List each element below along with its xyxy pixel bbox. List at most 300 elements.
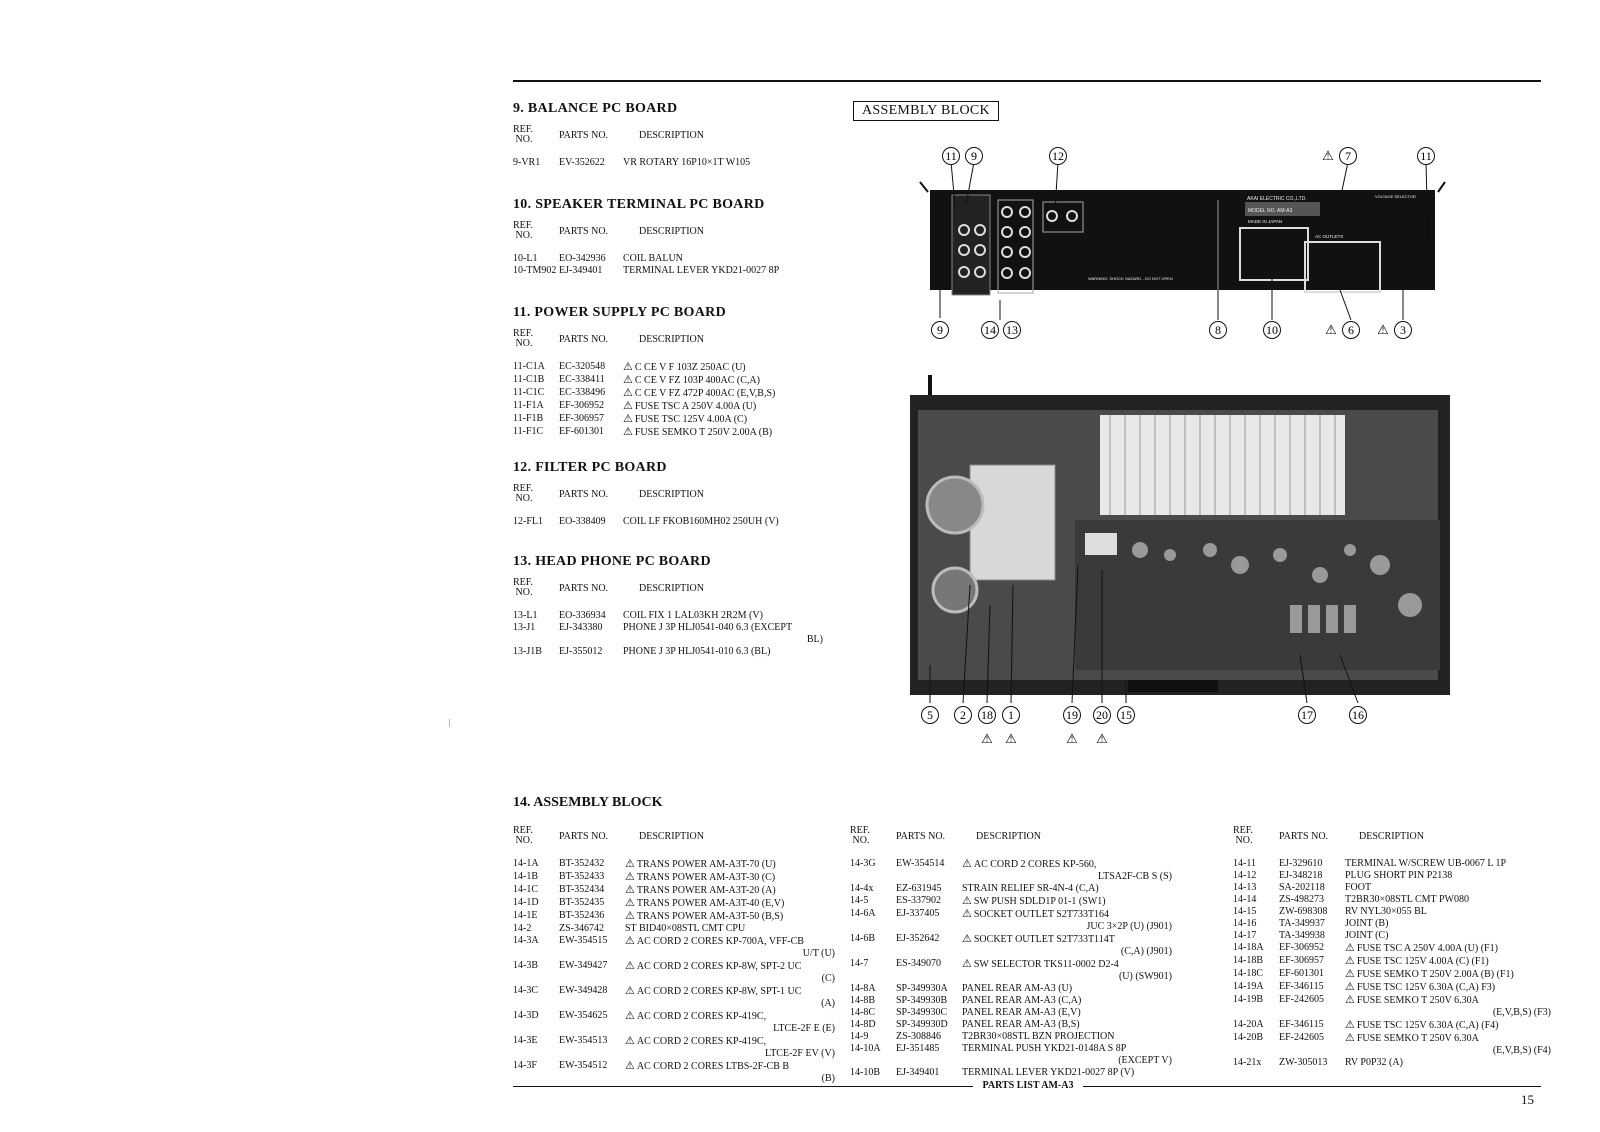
parts-no-cell: EZ-631945 [896, 883, 942, 894]
description-text: AC CORD 2 CORES KP-419C, [636, 1036, 767, 1047]
warning-triangle-icon: ⚠ [623, 387, 633, 399]
ref-cell: 11-C1C [513, 387, 545, 398]
parts-no-cell: EJ-343380 [559, 622, 603, 633]
warning-triangle-icon: ⚠ [1345, 981, 1355, 993]
description-cell [1345, 955, 1551, 968]
table-row [1233, 894, 1551, 906]
section-title: 9. BALANCE PC BOARD [513, 101, 678, 116]
description-text: C CE V FZ 103P 400AC (C,A) [634, 375, 760, 386]
table-row [513, 960, 835, 985]
top-rule [513, 80, 1541, 82]
table-row [513, 387, 823, 400]
parts-no-cell: EO-342936 [559, 253, 606, 264]
parts-no-cell: EF-601301 [1279, 968, 1324, 979]
warning-triangle-icon: ⚠ [623, 361, 633, 373]
description-header: DESCRIPTION [639, 225, 705, 237]
table-row [1233, 1032, 1551, 1057]
description-text: FUSE TSC 125V 6.30A (C,A) (F4) [1356, 1020, 1499, 1031]
description-cell [1345, 906, 1551, 918]
parts-list [513, 858, 835, 1085]
page-number: 15 [1521, 1092, 1534, 1107]
callout-label: 9 [937, 323, 943, 337]
ref-cell: 13-J1 [513, 622, 536, 633]
description-continuation: U/T (U) [802, 948, 835, 959]
ref-cell: 14-3E [513, 1035, 538, 1046]
description-continuation: (EXCEPT V) [1118, 1055, 1172, 1066]
table-row [850, 1031, 1172, 1043]
parts-list [850, 858, 1172, 1079]
description-text: AC CORD 2 CORES KP-419C, [636, 1011, 767, 1022]
parts-no-cell: EF-601301 [559, 426, 604, 437]
section-9 [513, 101, 823, 169]
section-14-title: 14. ASSEMBLY BLOCK [513, 795, 663, 810]
ref-cell: 14-21x [1233, 1057, 1262, 1068]
description-header: DESCRIPTION [639, 582, 705, 594]
ref-cell: 14-10A [850, 1043, 881, 1054]
ref-header: REF. NO. [850, 825, 871, 846]
parts-no-cell: SA-202118 [1279, 882, 1325, 893]
parts-no-cell: EJ-351485 [896, 1043, 940, 1054]
warning-triangle-icon: ⚠ [1345, 1019, 1355, 1031]
warning-triangle-icon: ⚠ [1345, 955, 1355, 967]
warning-triangle-icon: ⚠ [625, 935, 635, 947]
terminal-block [952, 195, 990, 295]
table-row [513, 374, 823, 387]
description-cell [962, 983, 1172, 995]
table-row [513, 516, 823, 528]
ref-cell: 13-L1 [513, 610, 538, 621]
parts-no-cell: ZW-698308 [1279, 906, 1328, 917]
description-cell [623, 374, 823, 387]
ref-cell: 14-14 [1233, 894, 1257, 905]
column-headers [513, 826, 835, 846]
description-text: TRANS POWER AM-A3T-20 (A) [636, 885, 776, 896]
table-row [513, 985, 835, 1010]
ref-cell: 14-12 [1233, 870, 1257, 881]
footer-rule-left [513, 1086, 973, 1087]
ref-cell: 11-C1A [513, 361, 545, 372]
ref-header: REF. NO. [513, 577, 534, 598]
warning-triangle-icon: ⚠ [625, 1060, 635, 1072]
description-cell [962, 1031, 1172, 1043]
description-cell [623, 426, 823, 439]
description-cell [625, 1010, 835, 1035]
description-cell [962, 908, 1172, 933]
description-text: FUSE SEMKO T 250V 2.00A (B) [634, 427, 773, 438]
callout-label: 2 [960, 708, 966, 722]
description-cell [623, 622, 823, 646]
parts-no-header: PARTS NO. [559, 225, 609, 237]
callout-1 [1003, 707, 1020, 724]
section-title: 12. FILTER PC BOARD [513, 460, 667, 475]
ref-cell: 14-3F [513, 1060, 537, 1071]
warning-triangle-icon: ⚠ [1345, 968, 1355, 980]
callout-label: 9 [971, 149, 977, 163]
ref-cell: 14-1C [513, 884, 538, 895]
warning-triangle-icon: ⚠ [625, 897, 635, 909]
ref-header: REF. NO. [513, 220, 534, 241]
table-row [513, 157, 823, 169]
table-row [1233, 942, 1551, 955]
description-cell [625, 858, 835, 871]
footer [513, 1080, 1541, 1092]
warning-triangle-icon: ⚠ [623, 374, 633, 386]
description-text: FUSE TSC 125V 4.00A (C) [634, 414, 748, 425]
ref-cell: 13-J1B [513, 646, 542, 657]
parts-no-cell: EW-349428 [559, 985, 608, 996]
parts-no-cell: EJ-349401 [559, 265, 603, 276]
description-cell [623, 646, 823, 658]
description-text: SOCKET OUTLET S2T733T114T [973, 934, 1115, 945]
description-continuation: (C) [821, 973, 835, 984]
description-text: VR ROTARY 16P10×1T W105 [623, 157, 751, 168]
footer-title: PARTS LIST AM-A3 [973, 1080, 1083, 1091]
callout-15 [1118, 707, 1135, 724]
description-cell [625, 985, 835, 1010]
description-text: STRAIN RELIEF SR-4N-4 (C,A) [962, 883, 1099, 894]
warning-triangle-icon: ⚠ [1345, 1032, 1355, 1044]
callout-9-bottom [932, 322, 949, 339]
callout-label: 10 [1266, 323, 1278, 337]
parts-no-header: PARTS NO. [896, 830, 946, 842]
warning-triangle-icon: ⚠ [1096, 731, 1108, 746]
callout-label: 6 [1348, 323, 1354, 337]
description-text: RV NYL30×055 BL [1345, 906, 1427, 917]
callout-2 [955, 707, 972, 724]
table-row [850, 895, 1172, 908]
ref-cell: 14-17 [1233, 930, 1257, 941]
ref-cell: 14-4x [850, 883, 874, 894]
description-cell [962, 1043, 1172, 1067]
column-headers [513, 329, 823, 349]
parts-list [513, 253, 823, 277]
description-text: TRANS POWER AM-A3T-40 (E,V) [636, 898, 785, 909]
column-headers [1233, 826, 1551, 846]
warning-triangle-icon: ⚠ [1322, 148, 1334, 163]
ref-cell: 14-1E [513, 910, 538, 921]
table-row [1233, 906, 1551, 918]
table-row [513, 1010, 835, 1035]
table-row [850, 1019, 1172, 1031]
description-continuation: (B) [821, 1073, 835, 1084]
table-row [850, 995, 1172, 1007]
description-text: PANEL REAR AM-A3 (B,S) [962, 1019, 1080, 1030]
description-cell [625, 897, 835, 910]
ref-cell: 14-6A [850, 908, 876, 919]
description-header: DESCRIPTION [1359, 830, 1425, 842]
callout-6 [1325, 322, 1359, 339]
description-text: PHONE J 3P HLJ0541-010 6.3 (BL) [623, 646, 771, 657]
voltage-text: VOLTAGE SELECTOR [1375, 194, 1416, 199]
callout-label: 12 [1052, 149, 1064, 163]
warning-text: WARNING: SHOCK HAZARD - DO NOT OPEN [1088, 276, 1173, 281]
description-text: ST BID40×08STL CMT CPU [625, 923, 746, 934]
description-cell [623, 610, 823, 622]
callout-8 [1210, 322, 1227, 339]
parts-no-header: PARTS NO. [559, 333, 609, 345]
ref-cell: 14-15 [1233, 906, 1257, 917]
parts-no-cell: EW-354625 [559, 1010, 608, 1021]
callout-11-right [1418, 148, 1435, 165]
power-transformer [970, 465, 1055, 580]
description-cell [962, 933, 1172, 958]
callout-13 [1004, 322, 1021, 339]
ref-header: REF. NO. [513, 328, 534, 349]
parts-no-cell: BT-352433 [559, 871, 605, 882]
ref-cell: 14-8D [850, 1019, 876, 1030]
parts-no-cell: ES-337902 [896, 895, 941, 906]
table-row [1233, 968, 1551, 981]
ref-cell: 14-1D [513, 897, 539, 908]
ref-cell: 14-13 [1233, 882, 1257, 893]
parts-no-cell: EV-352622 [559, 157, 605, 168]
description-cell [962, 995, 1172, 1007]
assembly-block-label: ASSEMBLY BLOCK [853, 101, 999, 121]
parts-no-cell: EJ-337405 [896, 908, 940, 919]
parts-no-cell: ES-349070 [896, 958, 941, 969]
description-text: TRANS POWER AM-A3T-50 (B,S) [636, 911, 784, 922]
table-row [513, 426, 823, 439]
description-cell [962, 883, 1172, 895]
table-row [850, 983, 1172, 995]
description-cell [1345, 942, 1551, 955]
table-row [850, 1007, 1172, 1019]
table-row [1233, 1019, 1551, 1032]
main-pcb [1075, 520, 1440, 670]
description-text: AC CORD 2 CORES KP-8W, SPT-2 UC [636, 961, 802, 972]
description-header: DESCRIPTION [639, 129, 705, 141]
parts-list [513, 157, 823, 169]
description-text: TERMINAL LEVER YKD21-0027 8P [623, 265, 780, 276]
parts-no-cell: EO-336934 [559, 610, 606, 621]
warning-triangle-icon: ⚠ [623, 400, 633, 412]
section-12 [513, 460, 823, 528]
parts-no-cell: BT-352432 [559, 858, 605, 869]
warning-triangle-icon: ⚠ [623, 413, 633, 425]
warning-triangle-icon: ⚠ [625, 910, 635, 922]
description-continuation: (U) (SW901) [1118, 971, 1172, 982]
parts-no-cell: EC-338496 [559, 387, 606, 398]
description-text: T2BR30×08STL BZN PROJECTION [962, 1031, 1115, 1042]
parts-no-header: PARTS NO. [559, 129, 609, 141]
description-cell [625, 923, 835, 935]
table-row [1233, 994, 1551, 1019]
description-cell [1345, 1057, 1551, 1069]
description-continuation: (C,A) (J901) [1120, 946, 1172, 957]
parts-no-cell: SP-349930C [896, 1007, 948, 1018]
callout-9-top [966, 148, 983, 165]
ref-cell: 14-3D [513, 1010, 539, 1021]
description-continuation: (E,V,B,S) (F3) [1492, 1007, 1551, 1018]
parts-no-cell: EF-242605 [1279, 1032, 1324, 1043]
warning-triangle-icon: ⚠ [962, 858, 972, 870]
warning-triangle-icon: ⚠ [962, 958, 972, 970]
warning-triangle-icon: ⚠ [962, 908, 972, 920]
description-text: PANEL REAR AM-A3 (U) [962, 983, 1073, 994]
parts-no-cell: TA-349937 [1279, 918, 1325, 929]
parts-no-cell: EC-320548 [559, 361, 606, 372]
ref-cell: 14-19B [1233, 994, 1263, 1005]
description-text: C CE V F 103Z 250AC (U) [634, 362, 746, 373]
table-row [513, 265, 823, 277]
section-title: 13. HEAD PHONE PC BOARD [513, 554, 711, 569]
callout-label: 16 [1352, 708, 1364, 722]
parts-no-cell: EJ-352642 [896, 933, 940, 944]
callout-label: 18 [981, 708, 993, 722]
description-text: JOINT (C) [1345, 930, 1389, 941]
description-header: DESCRIPTION [639, 830, 705, 842]
ref-header: REF. NO. [1233, 825, 1254, 846]
callout-16 [1350, 707, 1367, 724]
ref-cell: 14-6B [850, 933, 875, 944]
parts-no-cell: EJ-329610 [1279, 858, 1323, 869]
parts-no-cell: EJ-355012 [559, 646, 603, 657]
parts-list [513, 610, 823, 658]
description-text: SW PUSH SDLD1P 01-1 (SW1) [973, 896, 1106, 907]
description-text: FUSE TSC 125V 4.00A (C) (F1) [1356, 956, 1489, 967]
description-text: TERMINAL LEVER YKD21-0027 8P (V) [962, 1067, 1135, 1078]
table-row [513, 413, 823, 426]
description-text: AC CORD 2 CORES LTBS-2F-CB B [636, 1061, 790, 1072]
rear-panel-body [930, 190, 1435, 290]
ref-cell: 14-9 [850, 1031, 869, 1042]
description-cell [962, 858, 1172, 883]
rear-panel-figure [910, 140, 1470, 350]
callout-17 [1299, 707, 1316, 724]
rear-panel-drawing [910, 140, 1470, 350]
ref-cell: 14-18C [1233, 968, 1263, 979]
description-cell [1345, 918, 1551, 930]
description-text: FUSE SEMKO T 250V 6.30A [1356, 1033, 1479, 1044]
description-text: PLUG SHORT PIN P2138 [1345, 870, 1453, 881]
table-row [1233, 882, 1551, 894]
warning-triangle-icon: ⚠ [625, 884, 635, 896]
callout-label: 8 [1215, 323, 1221, 337]
ref-header: REF. NO. [513, 124, 534, 145]
description-continuation: BL) [806, 634, 823, 645]
table-row [850, 958, 1172, 983]
callout-label: 15 [1120, 708, 1132, 722]
ref-cell: 14-2 [513, 923, 532, 934]
description-text: C CE V FZ 472P 400AC (E,V,B,S) [634, 388, 776, 399]
table-row [513, 361, 823, 374]
ref-cell: 11-C1B [513, 374, 545, 385]
callout-7 [1322, 148, 1356, 165]
description-cell [623, 157, 823, 169]
parts-no-cell: EF-306952 [559, 400, 604, 411]
ref-cell: 11-F1A [513, 400, 544, 411]
description-text: COIL LF FKOB160MH02 250UH (V) [623, 516, 779, 527]
description-cell [962, 1019, 1172, 1031]
description-cell [623, 361, 823, 374]
table-row [513, 935, 835, 960]
callout-14 [982, 322, 999, 339]
description-cell [625, 884, 835, 897]
ref-cell: 11-F1C [513, 426, 544, 437]
description-cell [962, 1007, 1172, 1019]
table-row [513, 622, 823, 646]
description-continuation: LTCE-2F E (E) [773, 1023, 835, 1034]
callout-label: 13 [1006, 323, 1018, 337]
description-text: AC CORD 2 CORES KP-8W, SPT-1 UC [636, 986, 802, 997]
ref-cell: 14-20A [1233, 1019, 1264, 1030]
description-cell [1345, 968, 1551, 981]
description-text: AC CORD 2 CORES KP-560, [973, 859, 1097, 870]
description-cell [962, 1067, 1172, 1079]
description-header: DESCRIPTION [639, 333, 705, 345]
description-header: DESCRIPTION [976, 830, 1042, 842]
callout-label: 11 [1420, 149, 1432, 163]
table-row [513, 400, 823, 413]
internal-view-drawing [910, 375, 1470, 775]
description-cell [623, 413, 823, 426]
table-row [513, 871, 835, 884]
callout-11-left [943, 148, 960, 165]
warning-triangle-icon: ⚠ [962, 895, 972, 907]
column-headers [850, 826, 1172, 846]
parts-list [513, 361, 823, 439]
callout-19 [1064, 707, 1081, 724]
parts-no-cell: EO-338409 [559, 516, 606, 527]
parts-no-cell: EF-242605 [1279, 994, 1324, 1005]
table-row [1233, 870, 1551, 882]
ref-cell: 14-1B [513, 871, 538, 882]
table-row [513, 610, 823, 622]
description-header: DESCRIPTION [639, 488, 705, 500]
parts-no-cell: EJ-348218 [1279, 870, 1323, 881]
table-row [1233, 858, 1551, 870]
description-cell [625, 960, 835, 985]
description-cell [625, 935, 835, 960]
table-row [1233, 1057, 1551, 1069]
table-row [513, 646, 823, 658]
parts-no-cell: SP-349930D [896, 1019, 948, 1030]
parts-no-cell: TA-349938 [1279, 930, 1325, 941]
description-cell [1345, 882, 1551, 894]
table-row [513, 910, 835, 923]
description-cell [1345, 1032, 1551, 1057]
description-text: FUSE TSC A 250V 4.00A (U) [634, 401, 757, 412]
description-text: FUSE TSC 125V 6.30A (C,A) F3) [1356, 982, 1496, 993]
description-cell [1345, 870, 1551, 882]
parts-no-header: PARTS NO. [559, 488, 609, 500]
ac-outlets-text: AC OUTLETS [1315, 234, 1344, 239]
table-row [513, 1035, 835, 1060]
table-row [850, 1067, 1172, 1079]
ref-cell: 14-18B [1233, 955, 1263, 966]
column-headers [513, 578, 823, 598]
ref-cell: 11-F1B [513, 413, 544, 424]
warning-triangle-icon: ⚠ [625, 960, 635, 972]
warning-triangle-icon: ⚠ [625, 1035, 635, 1047]
description-continuation: LTCE-2F EV (V) [765, 1048, 835, 1059]
section-title: 11. POWER SUPPLY PC BOARD [513, 305, 726, 320]
model-text: MODEL NO. AM-A3 [1248, 208, 1293, 214]
section-10 [513, 197, 823, 277]
table-row [850, 908, 1172, 933]
parts-no-header: PARTS NO. [559, 582, 609, 594]
callout-label: 17 [1301, 708, 1313, 722]
table-row [850, 858, 1172, 883]
parts-no-cell: ZS-498273 [1279, 894, 1324, 905]
description-cell [625, 1035, 835, 1060]
origin-text: MADE IN JAPAN [1248, 219, 1283, 224]
description-cell [625, 871, 835, 884]
ref-cell: 14-11 [1233, 858, 1256, 869]
parts-no-cell: EF-306957 [559, 413, 604, 424]
warning-triangle-icon: ⚠ [981, 731, 993, 746]
description-cell [623, 253, 823, 265]
